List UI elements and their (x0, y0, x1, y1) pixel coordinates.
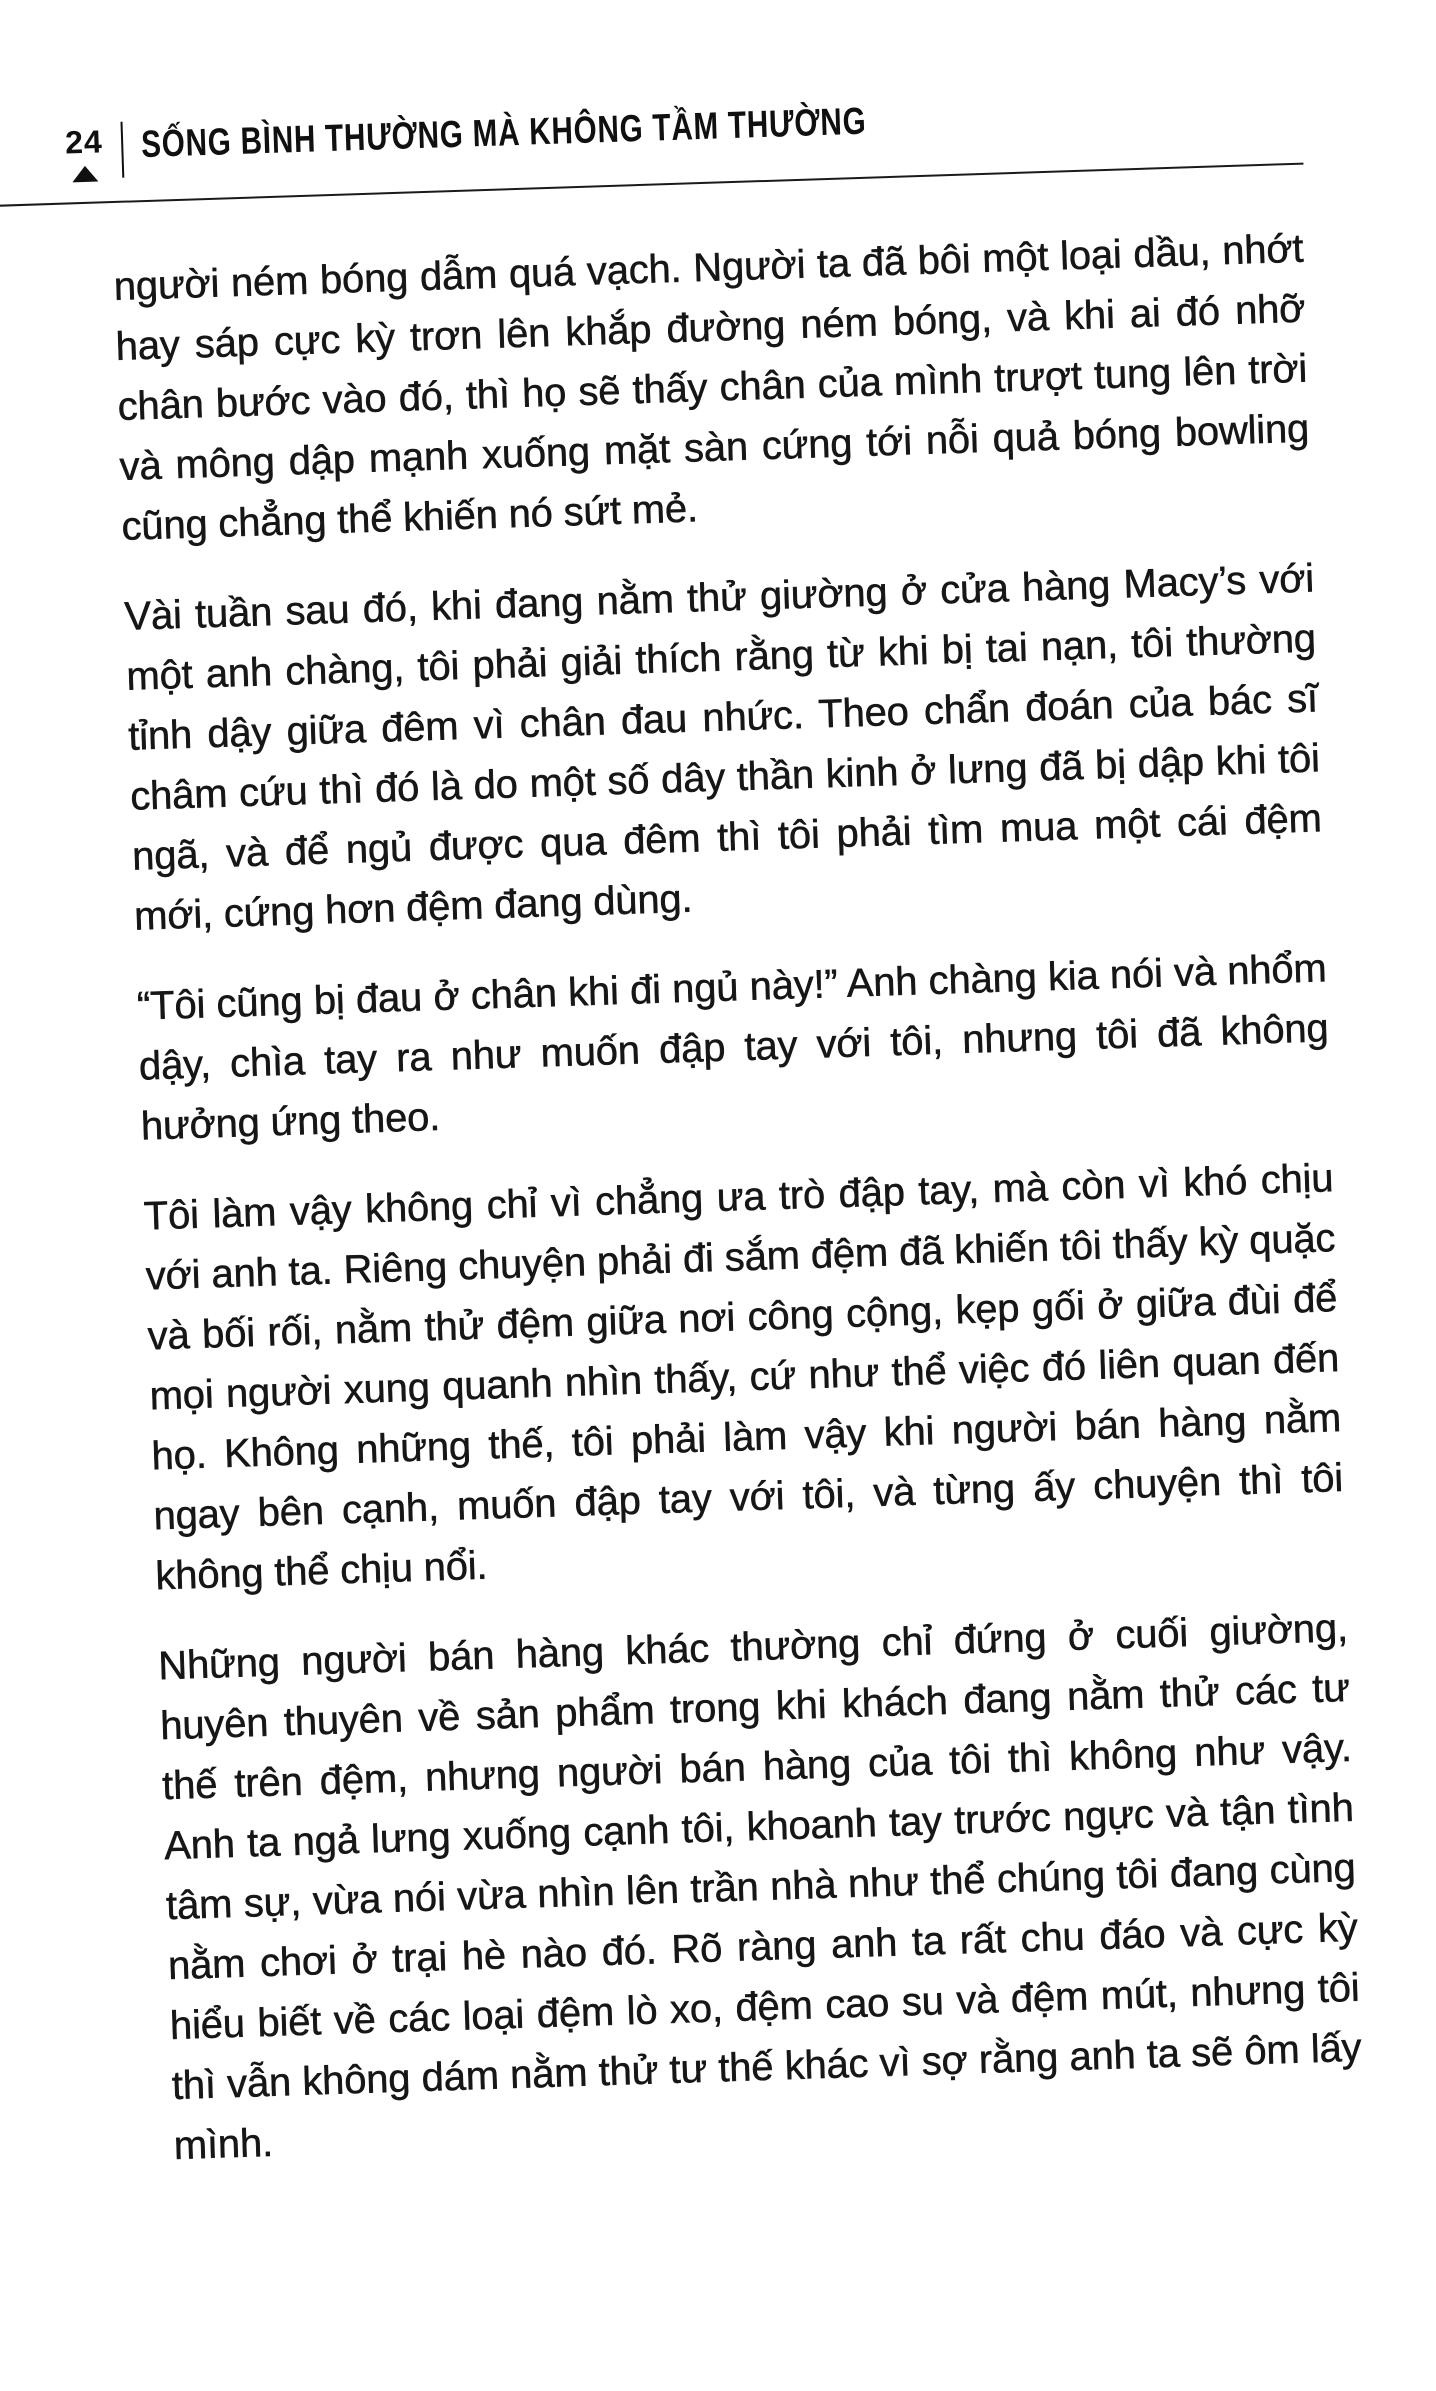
paragraph-1: người ném bóng dẫm quá vạch. Người ta đã bôi một loại dầu, nhớt hay sáp cực kỳ trơn lên khắp đường ném bóng, và khi ai đó nhỡ chân bước vào đó, thì họ sẽ thấy chân của mình trượt tung lên trời và mông dập mạnh xuống mặt sàn cứng tới nỗi quả bóng bowling cũng chẳng thể khiến nó sứt mẻ. (113, 226, 1310, 549)
triangle-marker-icon (72, 166, 99, 183)
paragraph-3: “Tôi cũng bị đau ở chân khi đi ngủ này!” Anh chàng kia nói và nhổm dậy, chìa tay ra như muốn đập tay với tôi, nhưng tôi đã không hưởng ứng theo. (136, 946, 1330, 1149)
paragraph-4: Tôi làm vậy không chỉ vì chẳng ưa trò đập tay, mà còn vì khó chịu với anh ta. Riêng chuyện phải đi sắm đệm đã khiến tôi thấy kỳ quặc và bối rối, nằm thử đệm giữa nơi công cộng, kẹp gối ở giữa đùi để mọi người xung quanh nhìn thấy, cứ như thể việc đó liên quan đến họ. Không những thế, tôi phải làm vậy khi người bán hàng nằm ngay bên cạnh, muốn đập tay với tôi, và từng ấy chuyện thì tôi không thể chịu nổi. (143, 1156, 1344, 1599)
page-number-block (65, 125, 104, 182)
page-body (113, 219, 1365, 2206)
page-header (65, 94, 1072, 182)
paragraph-5: Những người bán hàng khác thường chỉ đứng ở cuối giường, huyên thuyên về sản phẩm trong khi khách đang nằm thử các tư thế trên đệm, nhưng người bán hàng của tôi thì không như vậy. Anh ta ngả lưng xuống cạnh tôi, khoanh tay trước ngực và tận tình tâm sự, vừa nói vừa nhìn lên trần nhà như thể chúng tôi đang cùng nằm chơi ở trại hè nào đó. Rõ ràng anh ta rất chu đáo và cực kỳ hiểu biết về các loại đệm lò xo, đệm cao su và đệm mút, nhưng tôi thì vẫn không dám nằm thử tư thế khác vì sợ rằng anh ta sẽ ôm lấy mình. (157, 1605, 1363, 2169)
book-title: SỐNG BÌNH THƯỜNG MÀ KHÔNG TẦM THƯỜNG (140, 100, 867, 167)
page-number: 24 (64, 123, 104, 161)
paragraph-2: Vài tuần sau đó, khi đang nằm thử giường ở cửa hàng Macy’s với một anh chàng, tôi phải giải thích rằng từ khi bị tai nạn, tôi thường tỉnh dậy giữa đêm vì chân đau nhức. Theo chẩn đoán của bác sĩ châm cứu thì đó là do một số dây thần kinh ở lưng đã bị dập khi tôi ngã, và để ngủ được qua đêm thì tôi phải tìm mua một cái đệm mới, cứng hơn đệm đang dùng. (123, 556, 1323, 939)
header-divider (120, 122, 124, 178)
